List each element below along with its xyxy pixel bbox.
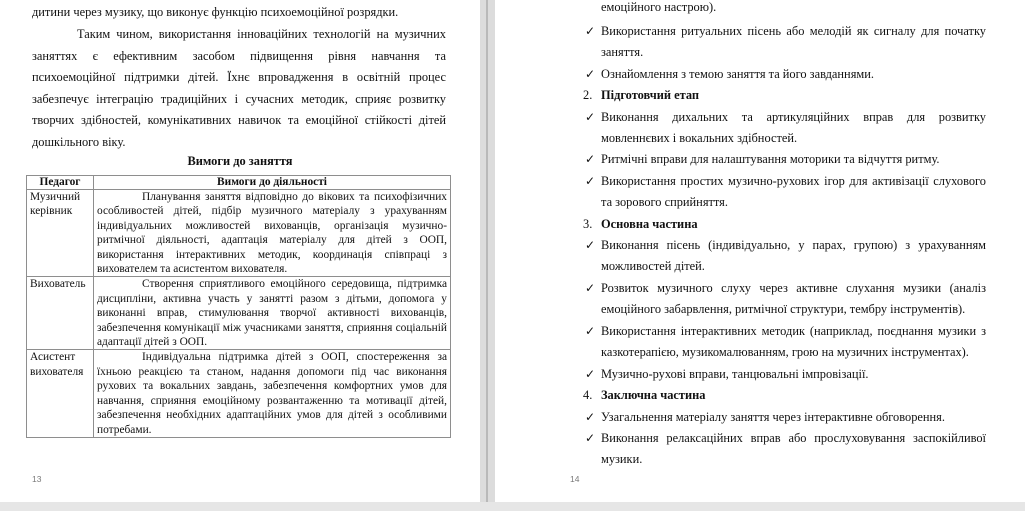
table-title: Вимоги до заняття (187, 154, 293, 168)
section-heading: Підготовчий етап (601, 88, 699, 102)
requirements-cell: Індивідуальна підтримка дітей з ООП, спостереження за їхньою реакцією та станом, надання допомоги під час виконання рухових та вокальних завдань, забезпечення комфортних умов для навчання, сприяння емоційному розвантаженню та мотивації дітей, забезпечення необхідних адаптаційних умов для дітей з особливими потребами. (94, 350, 451, 437)
paragraph-line: дитини через музику, що виконує функцію психоемоційної розрядки. (32, 5, 399, 19)
page-number: 13 (32, 474, 42, 484)
list-item: Використання простих музично-рухових ігор для активізації слухового (601, 174, 986, 188)
section-number: 4. (583, 388, 593, 402)
list-item: Виконання дихальних та артикуляційних вправ для розвитку (601, 110, 986, 124)
check-icon: ✓ (585, 431, 596, 445)
table-row (27, 190, 451, 277)
section-number: 3. (583, 217, 593, 231)
table-row (27, 350, 451, 437)
list-item: Виконання релаксаційних вправ або прослуховування заспокійливої (601, 431, 986, 445)
list-item: Ознайомлення з темою заняття та його завданнями. (601, 67, 874, 81)
check-icon: ✓ (585, 324, 596, 338)
list-item: Розвиток музичного слуху через активне слухання музики (аналіз (601, 281, 986, 295)
list-item-continuation: музики. (601, 452, 643, 466)
check-icon: ✓ (585, 174, 596, 188)
section-heading: Заключна частина (601, 388, 706, 402)
teacher-cell: Вихователь (27, 277, 94, 350)
summary-paragraph: Таким чином, використання інноваційних технологій на музичних заняттях є ефективним засобом підвищення рівня навчання та психоемоційної підтримки дітей. Їхнє впровадження в освітній процес забезпечує інтеграцію традиційних і сучасних методик, сприяє розвитку творчих здібностей, комунікативних навичок та емоційної стійкості дітей дошкільного віку. (32, 27, 446, 149)
list-item-continuation: можливостей дітей. (601, 259, 705, 273)
requirements-table (26, 175, 451, 438)
check-icon: ✓ (585, 67, 596, 81)
list-item-continuation: заняття. (601, 45, 644, 59)
table-header-requirements: Вимоги до діяльності (94, 176, 451, 190)
list-item: Узагальнення матеріалу заняття через інтерактивне обговорення. (601, 410, 945, 424)
list-item-continuation: казкотерапією, музикомалюванням, грою на музичних інструментах). (601, 345, 969, 359)
teacher-cell: Музичний керівник (27, 190, 94, 277)
document-page-left (0, 0, 480, 502)
list-item: Виконання пісень (індивідуально, у парах, групою) з урахуванням (601, 238, 986, 252)
table-row (27, 277, 451, 350)
list-text: емоційного настрою). (601, 0, 717, 14)
check-icon: ✓ (585, 238, 596, 252)
check-icon: ✓ (585, 24, 596, 38)
page-number: 14 (570, 474, 580, 484)
list-item: Використання інтерактивних методик (наприклад, поєднання музики з (601, 324, 986, 338)
document-page-right (495, 0, 1025, 502)
check-icon: ✓ (585, 367, 596, 381)
check-icon: ✓ (585, 410, 596, 424)
bottom-scroll-area (0, 502, 1025, 511)
list-item-continuation: та зорового сприйняття. (601, 195, 728, 209)
list-item: Музично-рухові вправи, танцювальні імпровізації. (601, 367, 869, 381)
table-header-teacher: Педагог (27, 176, 94, 190)
check-icon: ✓ (585, 152, 596, 166)
list-item: Використання ритуальних пісень або мелодій як сигналу для початку (601, 24, 986, 38)
check-icon: ✓ (585, 281, 596, 295)
list-item-continuation: емоційного забарвлення, ритмічної структури, тембру інструментів). (601, 302, 966, 316)
requirements-cell: Планування заняття відповідно до вікових та психофізичних особливостей дітей, підбір музичного матеріалу з урахуванням індивідуальних можливостей вихованців, організація музично-ритмічної діяльності, адаптація матеріалу для дітей з ООП, використання інтерактивних методик, координація співпраці з вихователем та асистентом вихователя. (94, 190, 451, 277)
requirements-cell: Створення сприятливого емоційного середовища, підтримка дисципліни, активна участь у занятті разом з дітьми, допомога у виконанні вправ, стимулювання творчої активності вихованців, забезпечення комунікації між учасниками заняття, сприяння соціальній адаптації дітей з ООП. (94, 277, 451, 350)
page-divider (486, 0, 488, 511)
section-number: 2. (583, 88, 593, 102)
list-item: Ритмічні вправи для налаштування моторики та відчуття ритму. (601, 152, 940, 166)
check-icon: ✓ (585, 110, 596, 124)
section-heading: Основна частина (601, 217, 698, 231)
list-item-continuation: мовленнєвих і вокальних здібностей. (601, 131, 798, 145)
table-header-row (27, 176, 451, 190)
teacher-cell: Асистент вихователя (27, 350, 94, 437)
